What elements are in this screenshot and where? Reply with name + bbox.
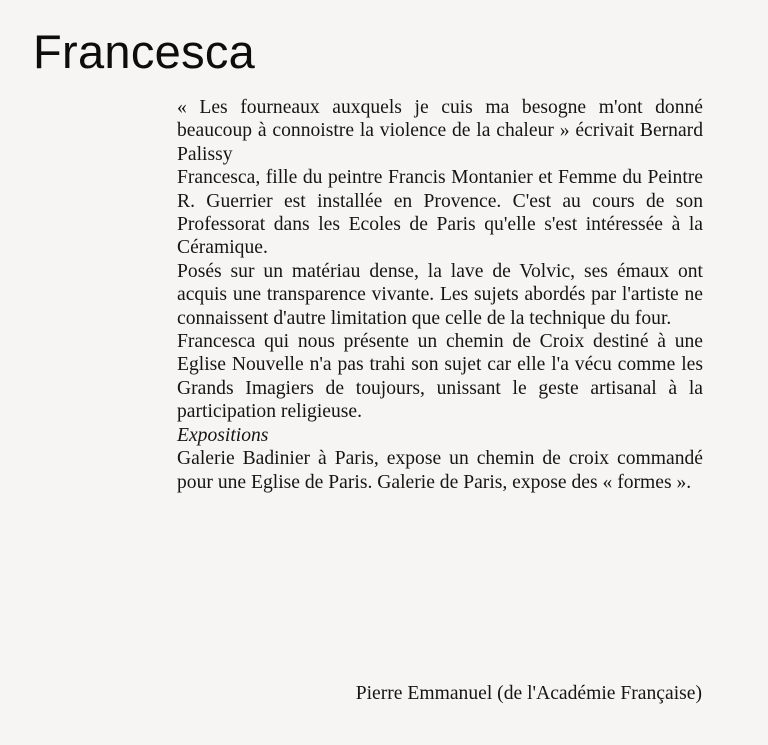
page-title: Francesca: [33, 25, 256, 78]
paragraph-chemin-de-croix: Francesca qui nous présente un chemin de Croix destiné à une Eglise Nouvelle n'a pas trahi son sujet car elle l'a vécu comme les Grands Imagiers de toujours, unissant le geste artisanal à la participation religieuse.: [177, 331, 703, 423]
paragraph-quote: « Les fourneaux auxquels je cuis ma besogne m'ont donné beaucoup à connoistre la violence de la chaleur » écrivait Bernard Palissy: [177, 97, 703, 165]
expositions-heading: Expositions: [177, 424, 269, 446]
expositions-text: Galerie Badinier à Paris, expose un chemin de croix commandé pour une Eglise de Paris. Galerie de Paris, expose des « formes ».: [177, 448, 703, 493]
article-body: [177, 96, 703, 494]
paragraph-biography: Francesca, fille du peintre Francis Montanier et Femme du Peintre R. Guerrier est installée en Provence. C'est au cours de son Professorat dans les Ecoles de Paris qu'elle s'est intéressée à la Céramique.: [177, 167, 703, 259]
paragraph-technique: Posés sur un matériau dense, la lave de Volvic, ses émaux ont acquis une transparence vivante. Les sujets abordés par l'artiste ne connaissent d'autre limitation que celle de la technique du four.: [177, 260, 703, 329]
author-signature: Pierre Emmanuel (de l'Académie Française): [355, 683, 702, 704]
